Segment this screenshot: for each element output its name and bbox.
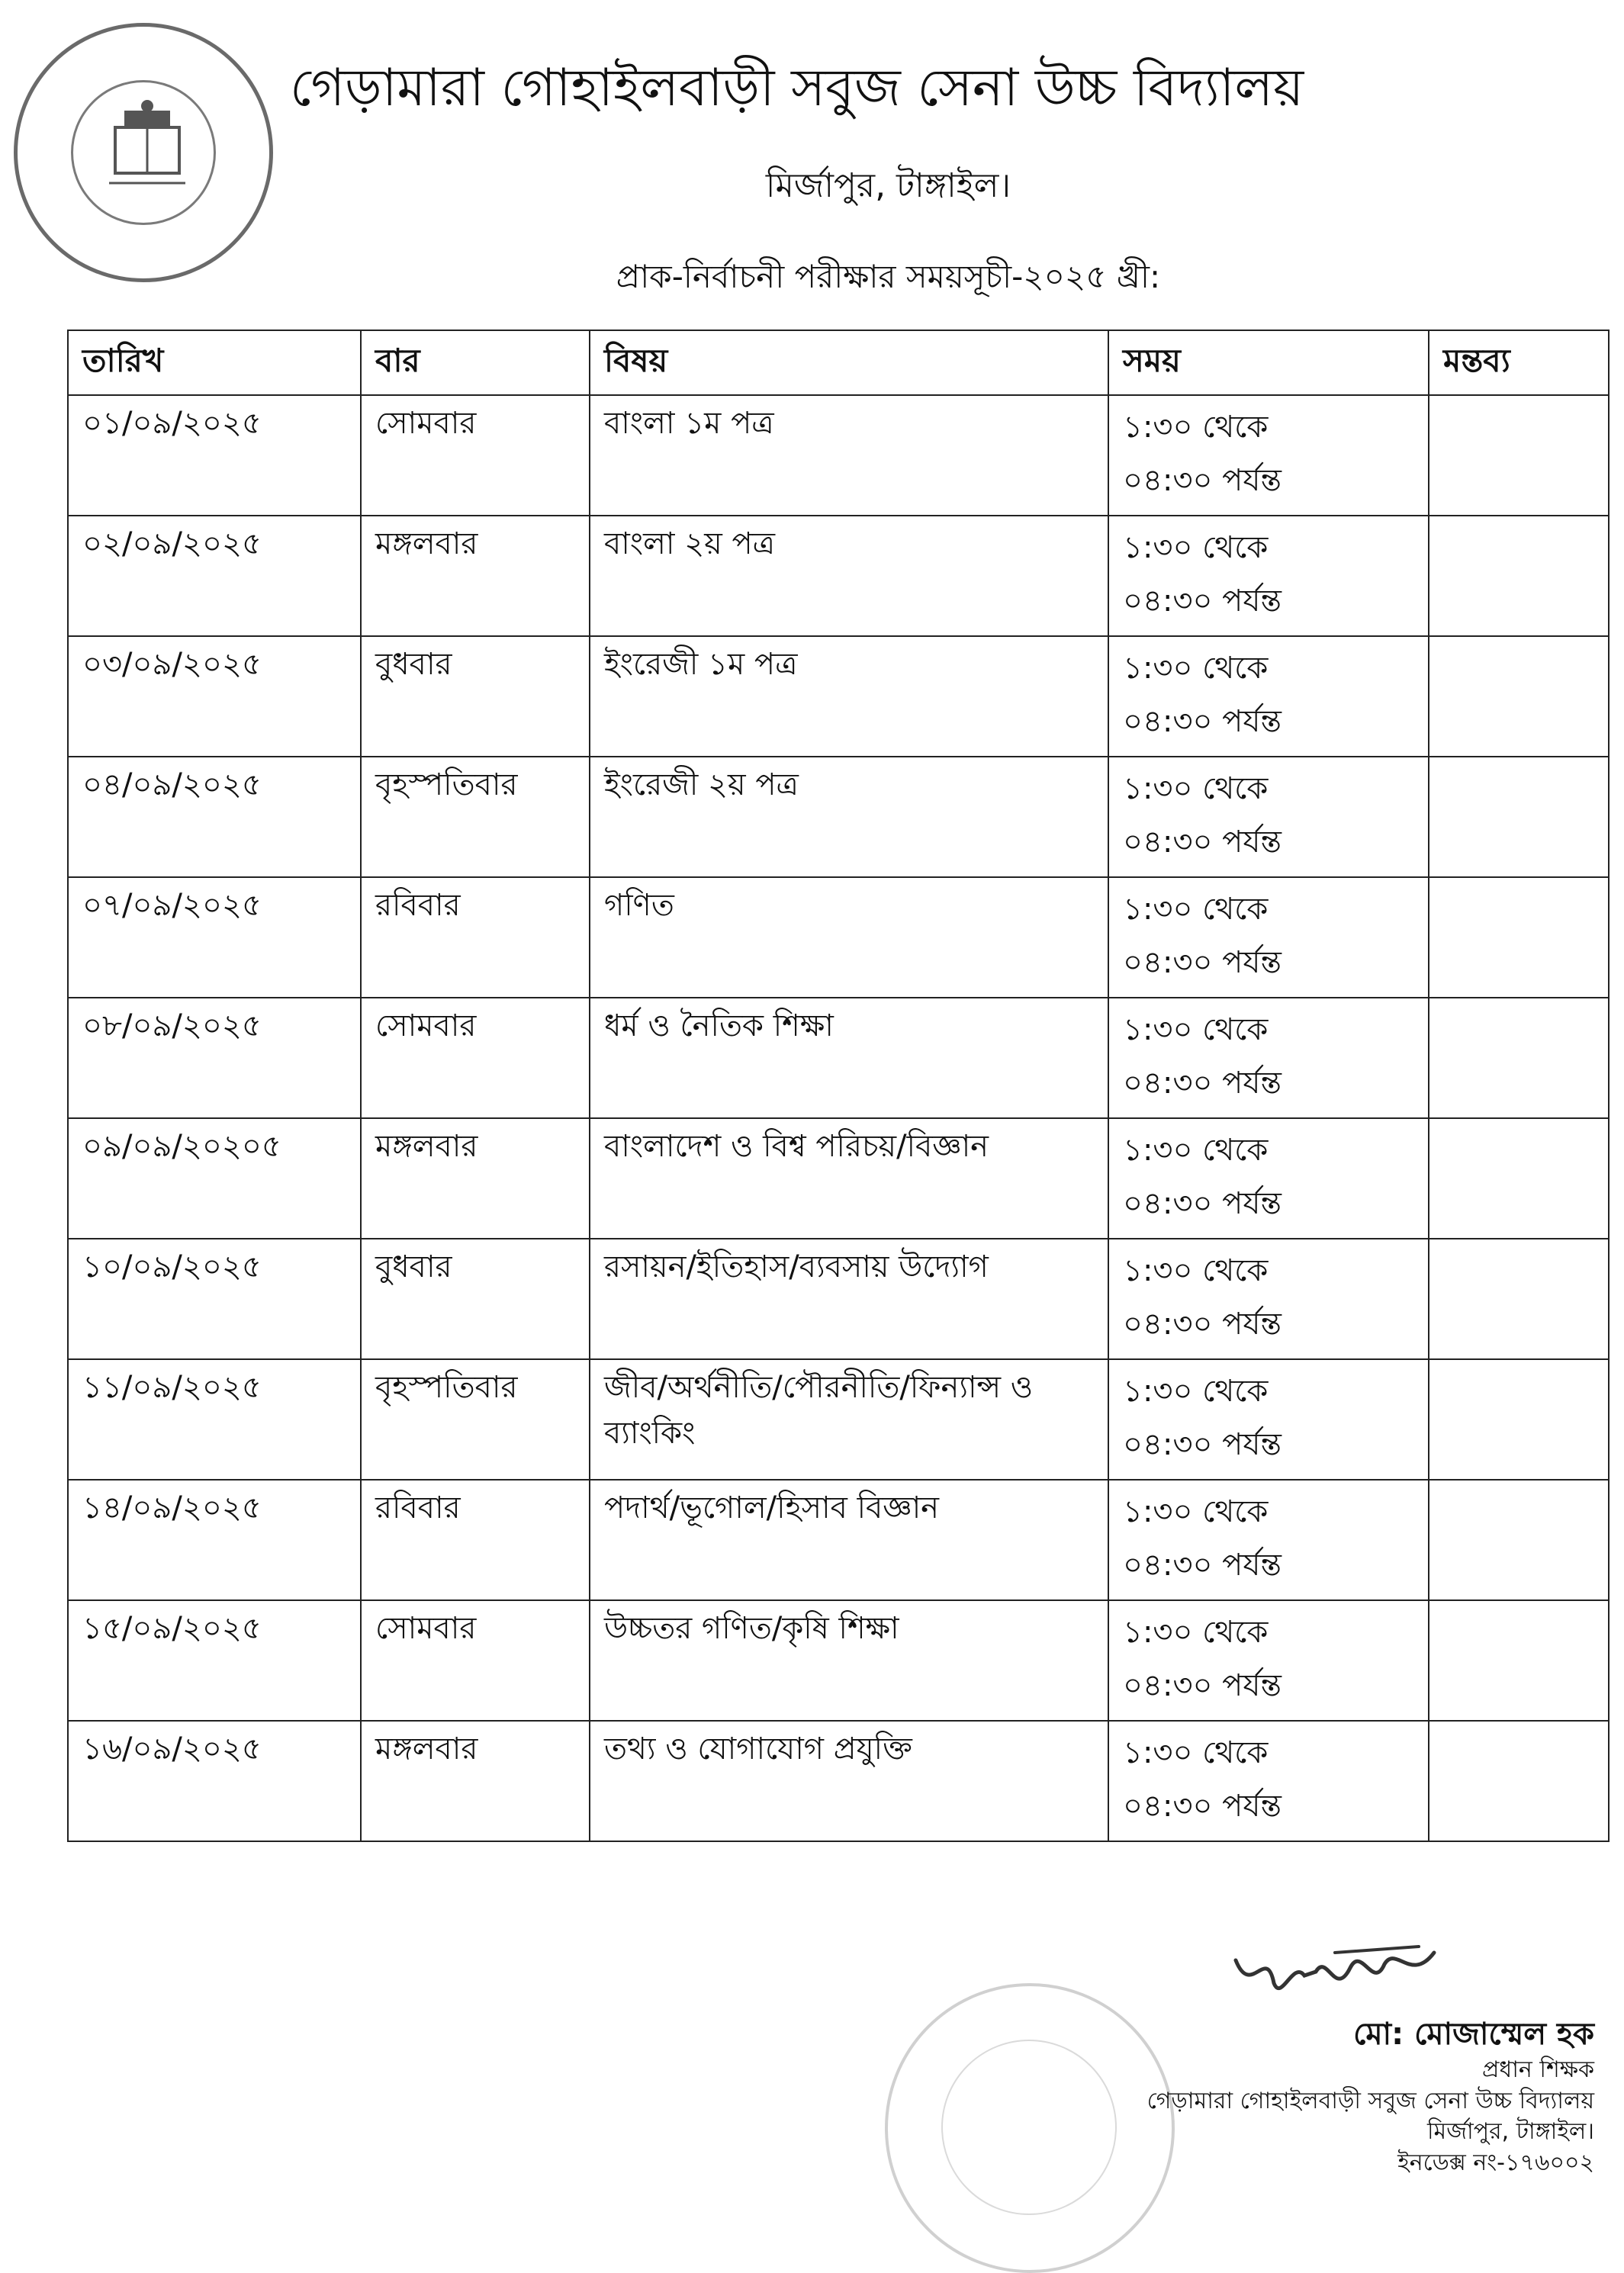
time-from: ১:৩০ থেকে: [1123, 771, 1269, 806]
time-from: ১:৩০ থেকে: [1123, 651, 1269, 686]
signatory-school: গেড়ামারা গোহাইলবাড়ী সবুজ সেনা উচ্চ বিদ্যালয়: [1146, 2087, 1594, 2114]
time-from: ১:৩০ থেকে: [1123, 1494, 1269, 1529]
time-from: ১:৩০ থেকে: [1123, 410, 1269, 445]
remark-cell: [1429, 1118, 1609, 1239]
date-cell-text: ১৪/০৯/২০২৫: [82, 1490, 262, 1526]
date-cell: [68, 757, 361, 877]
school-location: মির্জাপুর, টাঙ্গাইল।: [765, 166, 1011, 205]
date-cell: [68, 636, 361, 757]
signatory-name: মো: মোজাম্মেল হক: [1353, 2017, 1594, 2052]
signatory-index: ইনডেক্স নং-১৭৬০০২: [1397, 2149, 1594, 2176]
time-cell: [1108, 1600, 1429, 1721]
date-cell-text: ০৩/০৯/২০২৫: [82, 647, 262, 682]
date-cell: [68, 998, 361, 1118]
seal-emblem-icon: [18, 27, 277, 286]
remark-cell: [1429, 998, 1609, 1118]
time-cell: [1108, 877, 1429, 998]
table-row: [68, 636, 1609, 757]
day-cell-text: সোমবার: [375, 1008, 477, 1043]
day-cell: [361, 1118, 590, 1239]
day-cell: [361, 1721, 590, 1841]
table-header-row: [68, 330, 1609, 395]
table-row: [68, 1359, 1609, 1480]
subject-cell: [590, 998, 1108, 1118]
time-cell: [1108, 1721, 1429, 1841]
day-cell: [361, 1359, 590, 1480]
remark-cell: [1429, 636, 1609, 757]
exam-title: প্রাক-নির্বাচনী পরীক্ষার সময়সূচী-২০২৫ খ্রী:: [616, 258, 1161, 295]
subject-cell-text: গণিত: [604, 888, 674, 923]
header-date: তারিখ: [68, 330, 361, 395]
day-cell-text: মঙ্গলবার: [375, 526, 478, 561]
signatory-designation: প্রধান শিক্ষক: [1482, 2056, 1594, 2083]
day-cell-text: বুধবার: [375, 1249, 452, 1284]
time-to: ০৪:৩০ পর্যন্ত: [1123, 463, 1282, 498]
time-from: ১:৩০ থেকে: [1123, 1374, 1269, 1409]
day-cell-text: মঙ্গলবার: [375, 1731, 478, 1767]
time-cell: [1108, 1239, 1429, 1359]
date-cell: [68, 1600, 361, 1721]
remark-cell: [1429, 1239, 1609, 1359]
time-to: ০৪:৩০ পর্যন্ত: [1123, 825, 1282, 860]
table-row: [68, 877, 1609, 998]
time-to: ০৪:৩০ পর্যন্ত: [1123, 1668, 1282, 1703]
day-cell-text: বৃহস্পতিবার: [375, 1370, 518, 1405]
time-from: ১:৩০ থেকে: [1123, 1253, 1269, 1288]
day-cell-text: রবিবার: [375, 1490, 461, 1526]
subject-cell: [590, 516, 1108, 636]
date-cell: [68, 1359, 361, 1480]
remark-cell: [1429, 395, 1609, 516]
subject-cell: [590, 1480, 1108, 1600]
subject-cell-text: তথ্য ও যোগাযোগ প্রযুক্তি: [604, 1731, 912, 1767]
date-cell-text: ০৮/০৯/২০২৫: [82, 1008, 262, 1043]
table-row: [68, 1118, 1609, 1239]
signatory-address: মির্জাপুর, টাঙ্গাইল।: [1426, 2118, 1594, 2145]
remark-cell: [1429, 1721, 1609, 1841]
day-cell: [361, 998, 590, 1118]
time-to: ০৪:৩০ পর্যন্ত: [1123, 1548, 1282, 1583]
time-cell: [1108, 1118, 1429, 1239]
remark-cell: [1429, 516, 1609, 636]
time-cell: [1108, 636, 1429, 757]
time-cell: [1108, 757, 1429, 877]
remark-cell: [1429, 1600, 1609, 1721]
table-row: [68, 1480, 1609, 1600]
signature-mark: [1220, 1930, 1449, 2014]
table-body: [68, 395, 1609, 1841]
date-cell-text: ০২/০৯/২০২৫: [82, 526, 262, 561]
subject-cell-text: পদার্থ/ভূগোল/হিসাব বিজ্ঞান: [604, 1490, 940, 1526]
time-to: ০৪:৩০ পর্যন্ত: [1123, 584, 1282, 619]
table-row: [68, 395, 1609, 516]
time-from: ১:৩০ থেকে: [1123, 1615, 1269, 1650]
time-cell: [1108, 516, 1429, 636]
header-time: সময়: [1108, 330, 1429, 395]
time-from: ১:৩০ থেকে: [1123, 892, 1269, 927]
time-cell: [1108, 395, 1429, 516]
day-cell: [361, 757, 590, 877]
subject-cell: [590, 1118, 1108, 1239]
subject-cell-text: বাংলাদেশ ও বিশ্ব পরিচয়/বিজ্ঞান: [604, 1129, 989, 1164]
day-cell-text: সোমবার: [375, 406, 477, 441]
date-cell-text: ০৯/০৯/২০২০৫: [82, 1129, 281, 1164]
subject-cell-text: ধর্ম ও নৈতিক শিক্ষা: [604, 1008, 834, 1043]
subject-cell: [590, 877, 1108, 998]
signatory-block: [1106, 2014, 1594, 2178]
date-cell-text: ০৭/০৯/২০২৫: [82, 888, 262, 923]
subject-cell: [590, 757, 1108, 877]
school-name: গেড়ামারা গোহাইলবাড়ী সবুজ সেনা উচ্চ বিদ্যালয়: [290, 58, 1304, 118]
subject-cell: [590, 1359, 1108, 1480]
date-cell-text: ১০/০৯/২০২৫: [82, 1249, 262, 1284]
time-to: ০৪:৩০ পর্যন্ত: [1123, 704, 1282, 739]
time-cell: [1108, 1480, 1429, 1600]
subject-cell-text: ইংরেজী ২য় পত্র: [604, 767, 799, 802]
time-to: ০৪:৩০ পর্যন্ত: [1123, 1427, 1282, 1462]
time-to: ০৪:৩০ পর্যন্ত: [1123, 1186, 1282, 1221]
subject-cell: [590, 1600, 1108, 1721]
date-cell: [68, 877, 361, 998]
date-cell-text: ১১/০৯/২০২৫: [82, 1370, 262, 1405]
day-cell: [361, 1480, 590, 1600]
time-to: ০৪:৩০ পর্যন্ত: [1123, 1066, 1282, 1101]
day-cell-text: বুধবার: [375, 647, 452, 682]
day-cell: [361, 877, 590, 998]
day-cell: [361, 395, 590, 516]
subject-cell: [590, 395, 1108, 516]
remark-cell: [1429, 877, 1609, 998]
day-cell-text: সোমবার: [375, 1611, 477, 1646]
subject-cell-text: বাংলা ২য় পত্র: [604, 526, 776, 561]
date-cell: [68, 1721, 361, 1841]
header-subject: বিষয়: [590, 330, 1108, 395]
exam-routine-table: [67, 330, 1610, 1842]
subject-cell: [590, 636, 1108, 757]
subject-cell-text: উচ্চতর গণিত/কৃষি শিক্ষা: [604, 1611, 899, 1646]
date-cell-text: ০১/০৯/২০২৫: [82, 406, 262, 441]
school-seal: [14, 23, 273, 282]
day-cell-text: বৃহস্পতিবার: [375, 767, 518, 802]
table-row: [68, 998, 1609, 1118]
date-cell-text: ০৪/০৯/২০২৫: [82, 767, 262, 802]
time-from: ১:৩০ থেকে: [1123, 1735, 1269, 1770]
table-row: [68, 1721, 1609, 1841]
signature-seal-inner: [941, 2040, 1117, 2215]
time-cell: [1108, 998, 1429, 1118]
date-cell: [68, 1118, 361, 1239]
table-row: [68, 1600, 1609, 1721]
table-row: [68, 1239, 1609, 1359]
time-to: ০৪:৩০ পর্যন্ত: [1123, 1789, 1282, 1824]
day-cell: [361, 516, 590, 636]
time-to: ০৪:৩০ পর্যন্ত: [1123, 945, 1282, 980]
time-from: ১:৩০ থেকে: [1123, 530, 1269, 565]
subject-cell: [590, 1239, 1108, 1359]
time-to: ০৪:৩০ পর্যন্ত: [1123, 1307, 1282, 1342]
subject-cell: [590, 1721, 1108, 1841]
header-day: বার: [361, 330, 590, 395]
date-cell-text: ১৬/০৯/২০২৫: [82, 1731, 262, 1767]
date-cell: [68, 1239, 361, 1359]
subject-cell-text: জীব/অর্থনীতি/পৌরনীতি/ফিন্যান্স ও ব্যাংকিং: [604, 1370, 1034, 1451]
subject-cell-text: বাংলা ১ম পত্র: [604, 406, 774, 441]
remark-cell: [1429, 1480, 1609, 1600]
date-cell: [68, 516, 361, 636]
day-cell-text: রবিবার: [375, 888, 461, 923]
time-from: ১:৩০ থেকে: [1123, 1133, 1269, 1168]
date-cell-text: ১৫/০৯/২০২৫: [82, 1611, 262, 1646]
time-cell: [1108, 1359, 1429, 1480]
time-from: ১:৩০ থেকে: [1123, 1012, 1269, 1047]
subject-cell-text: রসায়ন/ইতিহাস/ব্যবসায় উদ্যোগ: [604, 1249, 989, 1284]
date-cell: [68, 395, 361, 516]
date-cell: [68, 1480, 361, 1600]
day-cell-text: মঙ্গলবার: [375, 1129, 478, 1164]
remark-cell: [1429, 757, 1609, 877]
day-cell: [361, 1600, 590, 1721]
table-row: [68, 516, 1609, 636]
subject-cell-text: ইংরেজী ১ম পত্র: [604, 647, 798, 682]
remark-cell: [1429, 1359, 1609, 1480]
header-remark: মন্তব্য: [1429, 330, 1609, 395]
day-cell: [361, 636, 590, 757]
table-row: [68, 757, 1609, 877]
day-cell: [361, 1239, 590, 1359]
